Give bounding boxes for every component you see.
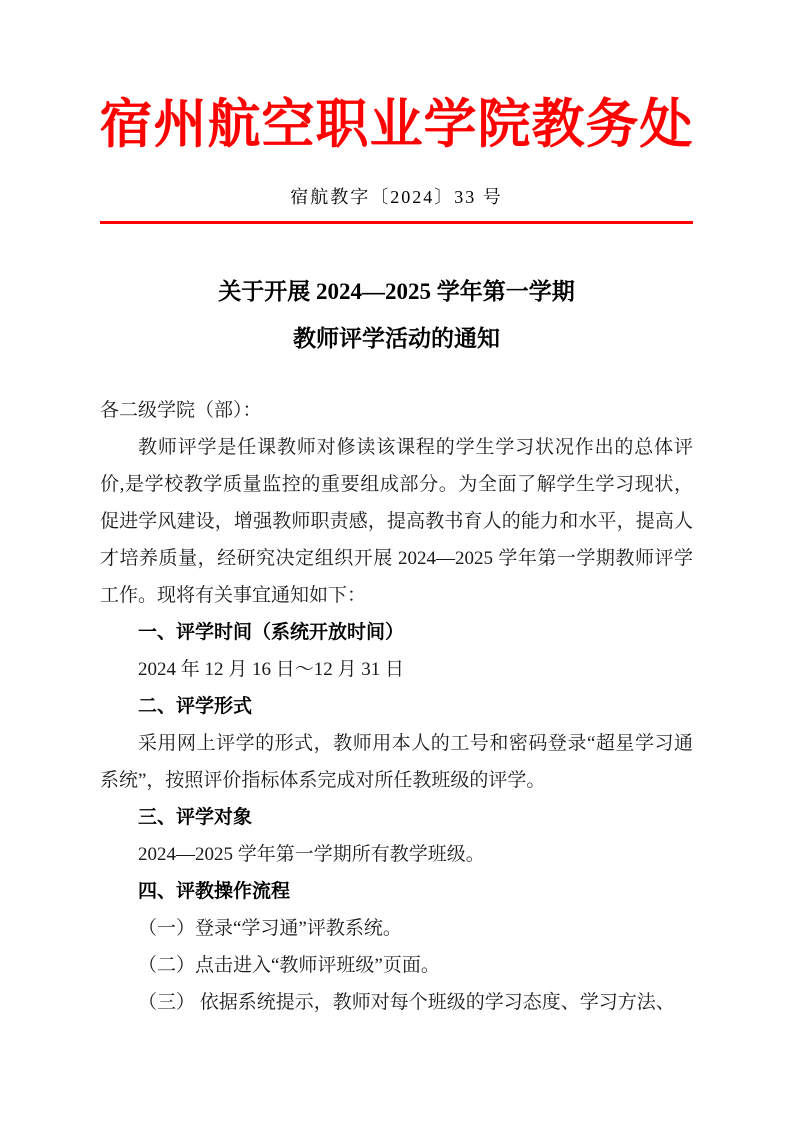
procedure-step-2: （二）点击进入“教师评班级”页面。 xyxy=(138,954,440,976)
intro-paragraph: 教师评学是任课教师对修读该课程的学生学习状况作出的总体评价,是学校教学质量监控的重要组成部分。为全面了解学生学习现状，促进学风建设，增强教师职责感，提高教书育人的能力和水平，提高人才培养质量，经研究决定组织开展 2024—2025 学年第一学期教师评学工作。现将有关事宜通知如下： xyxy=(100,436,693,606)
evaluation-period: 2024 年 12 月 16 日～12 月 31 日 xyxy=(138,658,405,680)
masthead-title: 宿州航空职业学院教务处 xyxy=(99,96,694,154)
notice-title-line2: 教师评学活动的通知 xyxy=(293,325,500,351)
notice-title-line1: 关于开展 2024—2025 学年第一学期 xyxy=(218,278,575,304)
salutation: 各二级学院（部）： xyxy=(100,399,262,421)
notice-title xyxy=(0,268,793,362)
procedure-step-1: （一）登录“学习通”评教系统。 xyxy=(138,917,402,939)
section-heading-4: 四、评教操作流程 xyxy=(138,880,291,902)
evaluation-target-paragraph: 2024—2025 学年第一学期所有教学班级。 xyxy=(138,843,485,865)
section-heading-3: 三、评学对象 xyxy=(138,806,253,828)
evaluation-method-paragraph: 采用网上评学的形式，教师用本人的工号和密码登录“超星学习通系统”，按照评价指标体系完成对所任教班级的评学。 xyxy=(100,732,693,791)
section-heading-2: 二、评学形式 xyxy=(138,695,253,717)
procedure-step-3: （三） 依据系统提示，教师对每个班级的学习态度、学习方法、 xyxy=(138,991,675,1013)
document-number: 宿航教字〔2024〕33 号 xyxy=(290,186,503,207)
notice-body xyxy=(100,392,693,1021)
section-heading-1: 一、评学时间（系统开放时间） xyxy=(138,621,405,643)
red-divider-rule xyxy=(100,221,693,224)
